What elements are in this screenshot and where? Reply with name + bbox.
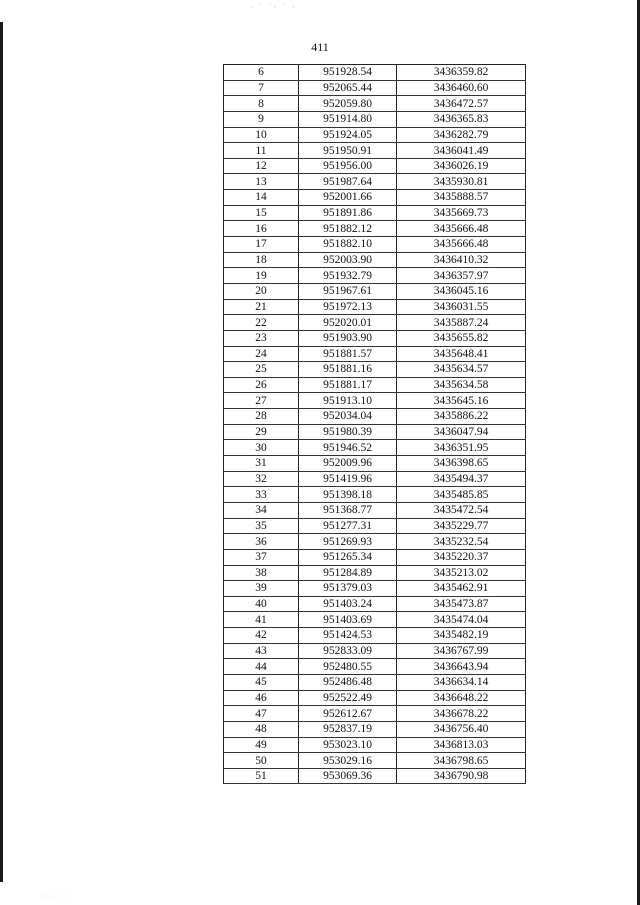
y-coordinate-cell: 3435634.58 — [397, 377, 526, 393]
x-coordinate-cell: 952001.66 — [299, 190, 397, 206]
x-coordinate-cell: 952020.01 — [299, 315, 397, 331]
scan-left-edge — [0, 22, 3, 882]
point-number-cell: 42 — [224, 628, 299, 644]
x-coordinate-cell: 951956.00 — [299, 158, 397, 174]
point-number-cell: 32 — [224, 471, 299, 487]
y-coordinate-cell: 3436026.19 — [397, 158, 526, 174]
y-coordinate-cell: 3436790.98 — [397, 768, 526, 784]
y-coordinate-cell: 3435634.57 — [397, 362, 526, 378]
x-coordinate-cell: 951424.53 — [299, 628, 397, 644]
table-row — [224, 283, 526, 299]
table-row — [224, 346, 526, 362]
point-number-cell: 15 — [224, 205, 299, 221]
point-number-cell: 11 — [224, 143, 299, 159]
point-number-cell: 12 — [224, 158, 299, 174]
point-number-cell: 36 — [224, 534, 299, 550]
x-coordinate-cell: 952522.49 — [299, 690, 397, 706]
y-coordinate-cell: 3436047.94 — [397, 424, 526, 440]
point-number-cell: 23 — [224, 330, 299, 346]
table-row — [224, 424, 526, 440]
table-row — [224, 221, 526, 237]
table-row — [224, 487, 526, 503]
point-number-cell: 13 — [224, 174, 299, 190]
x-coordinate-cell: 952486.48 — [299, 674, 397, 690]
point-number-cell: 38 — [224, 565, 299, 581]
table-row — [224, 565, 526, 581]
point-number-cell: 29 — [224, 424, 299, 440]
y-coordinate-cell: 3435213.02 — [397, 565, 526, 581]
table-row — [224, 205, 526, 221]
point-number-cell: 41 — [224, 612, 299, 628]
x-coordinate-cell: 951950.91 — [299, 143, 397, 159]
table-row — [224, 65, 526, 81]
y-coordinate-cell: 3435229.77 — [397, 518, 526, 534]
x-coordinate-cell: 953069.36 — [299, 768, 397, 784]
x-coordinate-cell: 951987.64 — [299, 174, 397, 190]
y-coordinate-cell: 3435232.54 — [397, 534, 526, 550]
table-row — [224, 612, 526, 628]
table-row — [224, 111, 526, 127]
y-coordinate-cell: 3435888.57 — [397, 190, 526, 206]
table-row — [224, 456, 526, 472]
y-coordinate-cell: 3436472.57 — [397, 96, 526, 112]
y-coordinate-cell: 3436041.49 — [397, 143, 526, 159]
table-row — [224, 143, 526, 159]
table-row — [224, 237, 526, 253]
x-coordinate-cell: 952833.09 — [299, 643, 397, 659]
y-coordinate-cell: 3436031.55 — [397, 299, 526, 315]
x-coordinate-cell: 951881.16 — [299, 362, 397, 378]
table-row — [224, 768, 526, 784]
point-number-cell: 26 — [224, 377, 299, 393]
point-number-cell: 35 — [224, 518, 299, 534]
x-coordinate-cell: 951379.03 — [299, 581, 397, 597]
point-number-cell: 18 — [224, 252, 299, 268]
table-row — [224, 737, 526, 753]
y-coordinate-cell: 3435645.16 — [397, 393, 526, 409]
y-coordinate-cell: 3435666.48 — [397, 237, 526, 253]
coordinates-table-body — [224, 65, 526, 784]
table-row — [224, 534, 526, 550]
y-coordinate-cell: 3436351.95 — [397, 440, 526, 456]
table-row — [224, 549, 526, 565]
y-coordinate-cell: 3435669.73 — [397, 205, 526, 221]
table-row — [224, 190, 526, 206]
table-row — [224, 674, 526, 690]
point-number-cell: 51 — [224, 768, 299, 784]
x-coordinate-cell: 951881.57 — [299, 346, 397, 362]
y-coordinate-cell: 3435473.87 — [397, 596, 526, 612]
coordinates-table — [223, 64, 526, 784]
point-number-cell: 47 — [224, 706, 299, 722]
point-number-cell: 39 — [224, 581, 299, 597]
y-coordinate-cell: 3435887.24 — [397, 315, 526, 331]
x-coordinate-cell: 952034.04 — [299, 409, 397, 425]
table-row — [224, 299, 526, 315]
y-coordinate-cell: 3435472.54 — [397, 502, 526, 518]
point-number-cell: 20 — [224, 283, 299, 299]
y-coordinate-cell: 3436282.79 — [397, 127, 526, 143]
y-coordinate-cell: 3436756.40 — [397, 721, 526, 737]
table-row — [224, 80, 526, 96]
table-row — [224, 174, 526, 190]
x-coordinate-cell: 952837.19 — [299, 721, 397, 737]
x-coordinate-cell: 952480.55 — [299, 659, 397, 675]
x-coordinate-cell: 951914.80 — [299, 111, 397, 127]
y-coordinate-cell: 3435666.48 — [397, 221, 526, 237]
y-coordinate-cell: 3435485.85 — [397, 487, 526, 503]
y-coordinate-cell: 3436643.94 — [397, 659, 526, 675]
point-number-cell: 14 — [224, 190, 299, 206]
x-coordinate-cell: 951398.18 — [299, 487, 397, 503]
x-coordinate-cell: 951265.34 — [299, 549, 397, 565]
table-row — [224, 596, 526, 612]
y-coordinate-cell: 3435655.82 — [397, 330, 526, 346]
x-coordinate-cell: 951928.54 — [299, 65, 397, 81]
point-number-cell: 30 — [224, 440, 299, 456]
x-coordinate-cell: 951403.24 — [299, 596, 397, 612]
point-number-cell: 28 — [224, 409, 299, 425]
table-row — [224, 393, 526, 409]
point-number-cell: 19 — [224, 268, 299, 284]
x-coordinate-cell: 953023.10 — [299, 737, 397, 753]
point-number-cell: 6 — [224, 65, 299, 81]
point-number-cell: 16 — [224, 221, 299, 237]
point-number-cell: 40 — [224, 596, 299, 612]
x-coordinate-cell: 952059.80 — [299, 96, 397, 112]
table-row — [224, 502, 526, 518]
y-coordinate-cell: 3436398.65 — [397, 456, 526, 472]
table-row — [224, 158, 526, 174]
y-coordinate-cell: 3436410.32 — [397, 252, 526, 268]
point-number-cell: 27 — [224, 393, 299, 409]
x-coordinate-cell: 952009.96 — [299, 456, 397, 472]
table-row — [224, 518, 526, 534]
point-number-cell: 17 — [224, 237, 299, 253]
page-number: 411 — [311, 40, 329, 54]
point-number-cell: 48 — [224, 721, 299, 737]
point-number-cell: 37 — [224, 549, 299, 565]
x-coordinate-cell: 951913.10 — [299, 393, 397, 409]
x-coordinate-cell: 951368.77 — [299, 502, 397, 518]
y-coordinate-cell: 3435474.04 — [397, 612, 526, 628]
table-row — [224, 362, 526, 378]
x-coordinate-cell: 951419.96 — [299, 471, 397, 487]
x-coordinate-cell: 953029.16 — [299, 753, 397, 769]
table-row — [224, 690, 526, 706]
point-number-cell: 7 — [224, 80, 299, 96]
table-row — [224, 659, 526, 675]
x-coordinate-cell: 951967.61 — [299, 283, 397, 299]
x-coordinate-cell: 951277.31 — [299, 518, 397, 534]
x-coordinate-cell: 951932.79 — [299, 268, 397, 284]
point-number-cell: 43 — [224, 643, 299, 659]
x-coordinate-cell: 951284.89 — [299, 565, 397, 581]
table-row — [224, 127, 526, 143]
point-number-cell: 22 — [224, 315, 299, 331]
point-number-cell: 34 — [224, 502, 299, 518]
x-coordinate-cell: 951882.10 — [299, 237, 397, 253]
y-coordinate-cell: 3436648.22 — [397, 690, 526, 706]
table-row — [224, 268, 526, 284]
x-coordinate-cell: 951269.93 — [299, 534, 397, 550]
x-coordinate-cell: 951972.13 — [299, 299, 397, 315]
y-coordinate-cell: 3435482.19 — [397, 628, 526, 644]
table-row — [224, 315, 526, 331]
point-number-cell: 21 — [224, 299, 299, 315]
table-row — [224, 721, 526, 737]
y-coordinate-cell: 3435886.22 — [397, 409, 526, 425]
table-row — [224, 753, 526, 769]
point-number-cell: 9 — [224, 111, 299, 127]
table-row — [224, 330, 526, 346]
y-coordinate-cell: 3435220.37 — [397, 549, 526, 565]
table-row — [224, 643, 526, 659]
scan-smudge-bottom: · · · · · — [40, 892, 71, 901]
y-coordinate-cell: 3436767.99 — [397, 643, 526, 659]
y-coordinate-cell: 3436634.14 — [397, 674, 526, 690]
table-row — [224, 96, 526, 112]
x-coordinate-cell: 951882.12 — [299, 221, 397, 237]
table-row — [224, 706, 526, 722]
y-coordinate-cell: 3435462.91 — [397, 581, 526, 597]
point-number-cell: 45 — [224, 674, 299, 690]
point-number-cell: 50 — [224, 753, 299, 769]
x-coordinate-cell: 951903.90 — [299, 330, 397, 346]
y-coordinate-cell: 3436357.97 — [397, 268, 526, 284]
table-row — [224, 471, 526, 487]
y-coordinate-cell: 3435494.37 — [397, 471, 526, 487]
table-row — [224, 409, 526, 425]
y-coordinate-cell: 3436798.65 — [397, 753, 526, 769]
y-coordinate-cell: 3436460.60 — [397, 80, 526, 96]
point-number-cell: 8 — [224, 96, 299, 112]
table-row — [224, 440, 526, 456]
y-coordinate-cell: 3436813.03 — [397, 737, 526, 753]
table-row — [224, 628, 526, 644]
y-coordinate-cell: 3435648.41 — [397, 346, 526, 362]
table-row — [224, 581, 526, 597]
point-number-cell: 33 — [224, 487, 299, 503]
y-coordinate-cell: 3436365.83 — [397, 111, 526, 127]
y-coordinate-cell: 3436678.22 — [397, 706, 526, 722]
point-number-cell: 10 — [224, 127, 299, 143]
x-coordinate-cell: 951980.39 — [299, 424, 397, 440]
y-coordinate-cell: 3436359.82 — [397, 65, 526, 81]
y-coordinate-cell: 3435930.81 — [397, 174, 526, 190]
x-coordinate-cell: 951403.69 — [299, 612, 397, 628]
x-coordinate-cell: 952065.44 — [299, 80, 397, 96]
table-row — [224, 252, 526, 268]
point-number-cell: 24 — [224, 346, 299, 362]
scan-smudge: · ˙ ˙· ˙ · — [250, 2, 297, 12]
x-coordinate-cell: 952003.90 — [299, 252, 397, 268]
x-coordinate-cell: 951891.86 — [299, 205, 397, 221]
point-number-cell: 25 — [224, 362, 299, 378]
point-number-cell: 46 — [224, 690, 299, 706]
table-row — [224, 377, 526, 393]
y-coordinate-cell: 3436045.16 — [397, 283, 526, 299]
x-coordinate-cell: 951924.05 — [299, 127, 397, 143]
x-coordinate-cell: 951881.17 — [299, 377, 397, 393]
point-number-cell: 49 — [224, 737, 299, 753]
x-coordinate-cell: 952612.67 — [299, 706, 397, 722]
point-number-cell: 31 — [224, 456, 299, 472]
x-coordinate-cell: 951946.52 — [299, 440, 397, 456]
point-number-cell: 44 — [224, 659, 299, 675]
